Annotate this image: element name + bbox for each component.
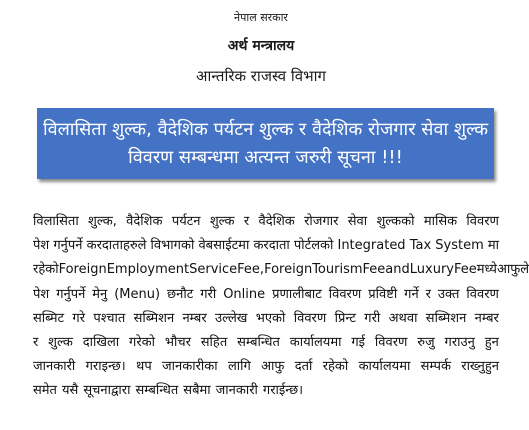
body-word: मासिक [423, 214, 458, 229]
body-word: रहेको [33, 262, 59, 278]
body-word: गराइन्छ। [85, 359, 126, 375]
body-word: System [435, 238, 484, 254]
body-word: गर्नुपर्ने [56, 286, 86, 302]
body-word: सब्मिट [33, 310, 65, 326]
body-word: कार्यालयमा [289, 334, 342, 350]
body-word: गरी [364, 310, 381, 326]
body-word: गरी [200, 286, 217, 302]
body-word: यसै [61, 383, 79, 399]
body-word: विवरण [328, 286, 362, 302]
body-word: Service [189, 262, 238, 278]
banner-line-2: विवरण सम्बन्धमा अत्यन्त जरुरी सूचना !!! [128, 147, 403, 168]
body-word: गई [351, 334, 366, 350]
body-word: आफुले [496, 262, 529, 278]
body-word: रुजु [417, 334, 435, 350]
body-word: Foreign [264, 262, 313, 278]
body-word: र [425, 286, 431, 302]
body-word: दाखिला [82, 334, 120, 350]
body-word: सब्मिशन [133, 310, 175, 326]
body-word: मध्ये [476, 262, 497, 278]
body-word: Foreign [58, 262, 107, 278]
body-word: विलासिता [33, 214, 79, 229]
body-word: Luxury [409, 262, 454, 278]
body-word: पोर्टलको [293, 238, 334, 254]
body-word: पर्यटन [171, 214, 201, 229]
body-line [33, 307, 499, 331]
body-word: दर्ता [294, 359, 313, 375]
body-word: प्रणालीबाट [272, 286, 322, 302]
body-word: पेश [33, 238, 50, 254]
body-word: विवरण [466, 214, 499, 229]
body-word: शुल्क, [88, 214, 117, 229]
body-word: रहेको [322, 359, 349, 375]
body-word: (Menu) [114, 286, 161, 302]
body-word: गरेको [129, 334, 155, 350]
body-word: गर्ने [404, 286, 419, 302]
body-word: करदाता [253, 238, 290, 254]
body-word: मा [487, 238, 499, 254]
body-word: हुन [484, 334, 499, 350]
body-word: उल्लेख [214, 310, 248, 326]
body-word: वेबसाईटमा [198, 238, 250, 254]
body-word: अथवा [388, 310, 418, 326]
body-word: शुल्कको [376, 214, 415, 229]
body-line [33, 355, 499, 379]
government-heading: नेपाल सरकार [234, 11, 288, 24]
body-word: सम्पर्क [420, 359, 451, 375]
body-word: भौचर [164, 334, 191, 350]
notice-body [33, 210, 529, 404]
body-word: गरे [72, 310, 86, 326]
body-word: मेनु [92, 286, 108, 302]
body-word: Employment [106, 262, 190, 278]
body-line [33, 234, 499, 258]
body-word: सबैमा [183, 383, 211, 399]
body-word: Fee, [237, 262, 265, 278]
body-word: करदाताहरुले [86, 238, 147, 254]
body-word: आफु [261, 359, 285, 375]
body-line [33, 379, 499, 403]
body-word: कार्यालयमा [358, 359, 411, 375]
body-word: गराईन्छ। [262, 383, 304, 399]
body-word: Fee [454, 262, 477, 278]
body-word: नम्बर [182, 310, 207, 326]
body-word: शुल्क [209, 214, 235, 229]
body-word: लागि [227, 359, 251, 375]
body-word: र [243, 214, 250, 229]
body-line [33, 258, 529, 282]
body-word: सब्मिशन [425, 310, 467, 326]
body-word: वैदेशिक [258, 214, 295, 229]
body-word: विवरण [374, 334, 408, 350]
body-word: उक्त [437, 286, 460, 302]
body-word: पेश [33, 286, 50, 302]
notice-title-banner [37, 108, 494, 179]
body-word: Tax [409, 238, 432, 254]
body-word: प्रिन्ट [334, 310, 356, 326]
body-word: विभागको [150, 238, 195, 254]
body-line [33, 283, 499, 307]
body-word: सूचनाद्वारा [83, 383, 131, 399]
body-word: विवरण [466, 286, 499, 302]
body-word: सम्बन्धित [135, 383, 179, 399]
body-word: छनौट [167, 286, 194, 302]
department-heading: आन्तरिक राजस्व विभाग [195, 67, 326, 85]
body-word: जानकारी [215, 383, 258, 399]
banner-line-1: विलासिता शुल्क, वैदेशिक पर्यटन शुल्क र वैदेशिक रोजगार सेवा शुल्क [42, 119, 489, 140]
body-word: थप [136, 359, 152, 375]
body-word: सम्बन्धित [237, 334, 280, 350]
ministry-heading: अर्थ मन्त्रालय [227, 38, 295, 54]
body-word: नम्बर [474, 310, 499, 326]
body-line [33, 331, 499, 355]
body-word: गर्नुपर्ने [53, 238, 83, 254]
body-word: समेत [33, 383, 57, 399]
body-word: प्रविष्टी [368, 286, 398, 302]
body-word: वैदेशिक [126, 214, 163, 229]
body-word: रोजगार [304, 214, 339, 229]
body-line [33, 210, 499, 234]
body-word: सहित [200, 334, 228, 350]
body-word: जानकारी [33, 359, 76, 375]
body-word: पश्चात [93, 310, 126, 326]
body-word: Online [223, 286, 266, 302]
body-word: विवरण [293, 310, 327, 326]
body-word: Integrated [337, 238, 406, 254]
body-word: भएको [255, 310, 286, 326]
body-word: शुल्क [48, 334, 73, 350]
body-word: and [385, 262, 410, 278]
body-word: गराउनु [444, 334, 475, 350]
body-word: र [33, 334, 39, 350]
body-word: राख्नुहुन [461, 359, 499, 375]
body-word: जानकारीका [162, 359, 218, 375]
body-word: Fee [362, 262, 386, 278]
body-word: Tourism [312, 262, 363, 278]
body-word: सेवा [347, 214, 368, 229]
